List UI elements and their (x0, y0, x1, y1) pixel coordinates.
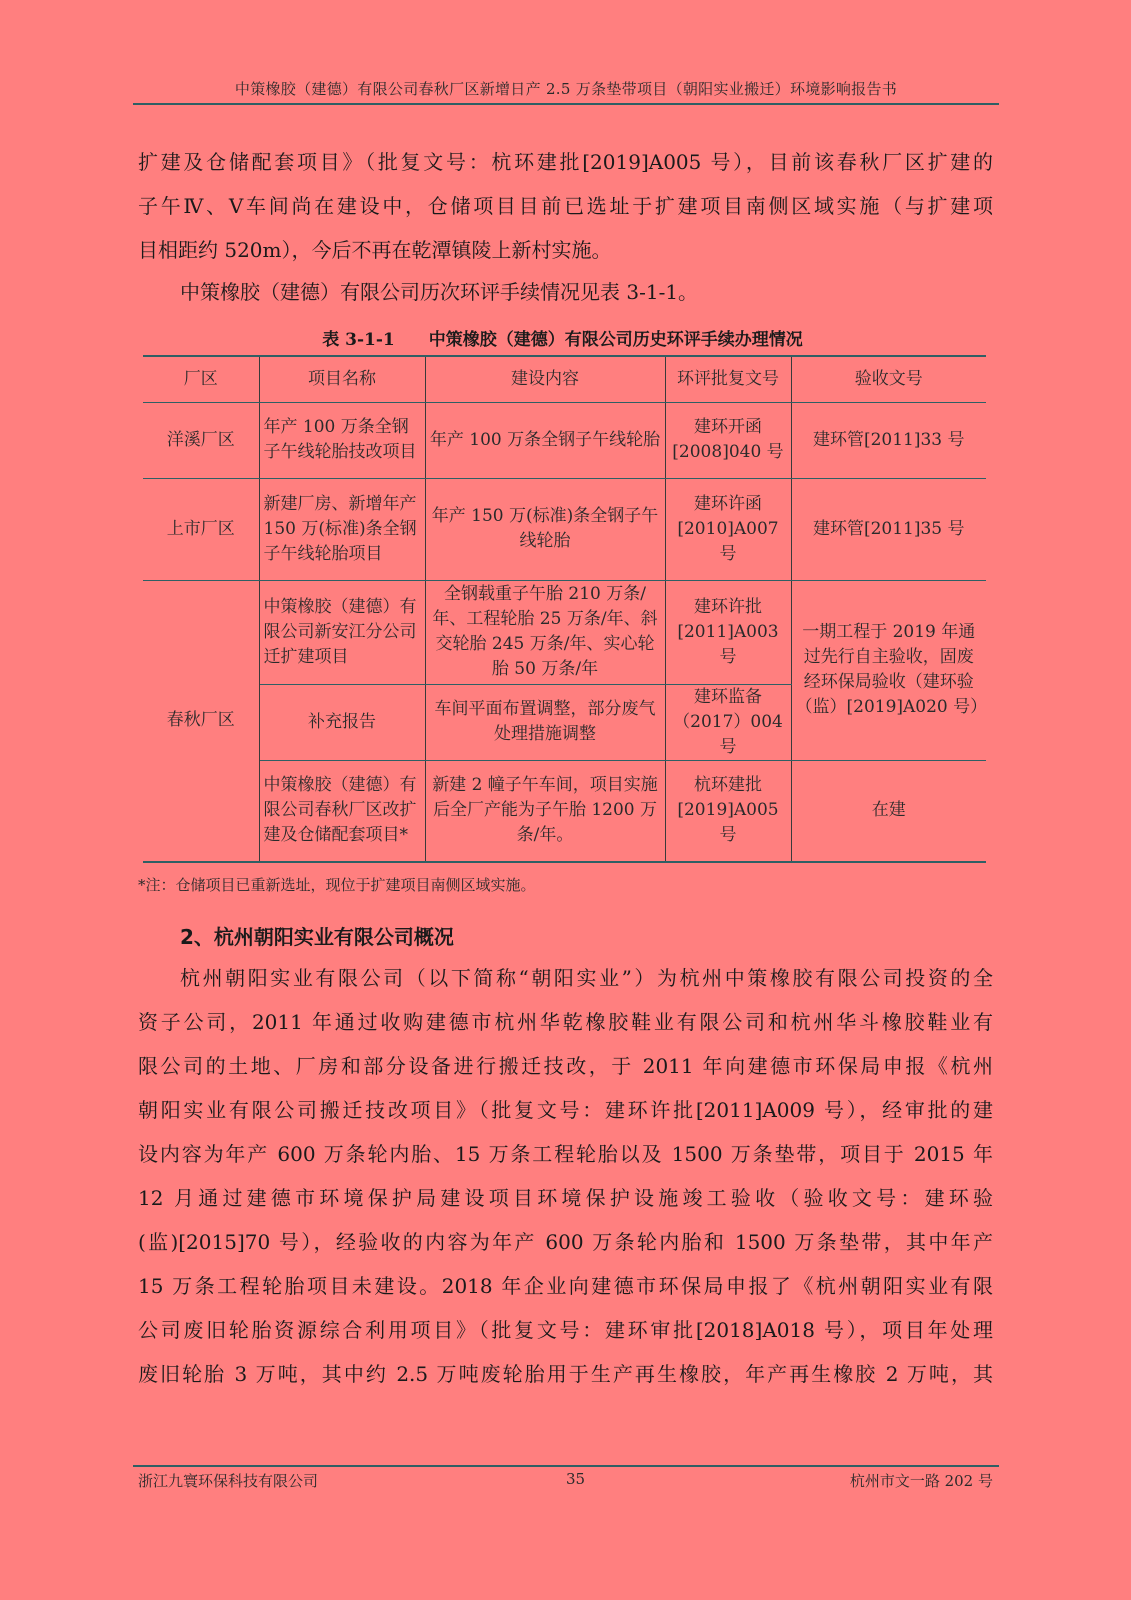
cell-area: 上市厂区 (143, 478, 259, 580)
cell-approval: 杭环建批[2019]A005 号 (665, 760, 791, 862)
cell-approval: 建环许批[2011]A003 号 (665, 580, 791, 684)
header-rule (133, 103, 999, 105)
text-line: 目相距约 520m），今后不再在乾潭镇陵上新村实施。 (138, 238, 612, 262)
approval-history-table (143, 355, 986, 863)
table-row (143, 478, 986, 580)
text-line: 12 月通过建德市环境保护局建设项目环境保护设施竣工验收（验收文号：建环验 (138, 1186, 993, 1210)
text-line: 设内容为年产 600 万条轮内胎、15 万条工程轮胎以及 1500 万条垫带，项目于 2015 年 (138, 1142, 993, 1166)
text-line: 15 万条工程轮胎项目未建设。2018 年企业向建德市环保局申报了《杭州朝阳实业有限 (138, 1274, 993, 1298)
cell-project-name: 补充报告 (259, 684, 425, 760)
text-line: 朝阳实业有限公司搬迁技改项目》（批复文号：建环许批[2011]A009 号），经审批的建 (138, 1098, 993, 1122)
cell-acceptance: 建环管[2011]33 号 (791, 402, 986, 478)
cell-content: 年产 100 万条全钢子午线轮胎 (425, 402, 665, 478)
cell-project-name: 中策橡胶（建德）有限公司春秋厂区改扩建及仓储配套项目* (259, 760, 425, 862)
text-line: 子午Ⅳ、Ⅴ车间尚在建设中，仓储项目目前已选址于扩建项目南侧区域实施（与扩建项 (138, 194, 993, 218)
text-line: 中策橡胶（建德）有限公司历次环评手续情况见表 3-1-1。 (180, 280, 699, 304)
page-number: 35 (566, 1470, 586, 1488)
cell-area: 春秋厂区 (143, 580, 259, 862)
text-line: 废旧轮胎 3 万吨，其中约 2.5 万吨废轮胎用于生产再生橡胶，年产再生橡胶 2 万吨，其 (138, 1362, 993, 1386)
cell-acceptance: 在建 (791, 760, 986, 862)
cell-content: 全钢载重子午胎 210 万条/年、工程轮胎 25 万条/年、斜交轮胎 245 万条/年、实心轮胎 50 万条/年 (425, 580, 665, 684)
cell-content: 车间平面布置调整，部分废气处理措施调整 (425, 684, 665, 760)
cell-area: 洋溪厂区 (143, 402, 259, 478)
running-header: 中策橡胶（建德）有限公司春秋厂区新增日产 2.5 万条垫带项目（朝阳实业搬迁）环境影响报告书 (234, 80, 898, 98)
cell-content: 新建 2 幢子午车间，项目实施后全厂产能为子午胎 1200 万条/年。 (425, 760, 665, 862)
column-header: 环评批复文号 (665, 356, 791, 402)
cell-acceptance: 建环管[2011]35 号 (791, 478, 986, 580)
cell-project-name: 年产 100 万条全钢子午线轮胎技改项目 (259, 402, 425, 478)
cell-acceptance: 一期工程于 2019 年通过先行自主验收，固废经环保局验收（建环验（监）[2019]A020 号） (791, 580, 986, 760)
cell-approval: 建环监备（2017）004 号 (665, 684, 791, 760)
column-header: 验收文号 (791, 356, 986, 402)
table-row (143, 760, 986, 862)
column-header: 建设内容 (425, 356, 665, 402)
text-line: 公司废旧轮胎资源综合利用项目》（批复文号：建环审批[2018]A018 号），项目年处理 (138, 1318, 993, 1342)
text-line: (监)[2015]70 号），经验收的内容为年产 600 万条轮内胎和 1500 万条垫带，其中年产 (138, 1230, 993, 1254)
text-line: 资子公司，2011 年通过收购建德市杭州华乾橡胶鞋业有限公司和杭州华斗橡胶鞋业有 (138, 1010, 993, 1034)
column-header: 项目名称 (259, 356, 425, 402)
cell-project-name: 中策橡胶（建德）有限公司新安江分公司迁扩建项目 (259, 580, 425, 684)
footer-company: 浙江九寰环保科技有限公司 (138, 1472, 319, 1490)
table-row (143, 580, 986, 684)
section-heading: 2、杭州朝阳实业有限公司概况 (180, 925, 454, 949)
text-line: 扩建及仓储配套项目》（批复文号：杭环建批[2019]A005 号），目前该春秋厂区扩建的 (138, 150, 993, 174)
cell-content: 年产 150 万(标准)条全钢子午线轮胎 (425, 478, 665, 580)
table-footnote: *注：仓储项目已重新选址，现位于扩建项目南侧区域实施。 (138, 876, 536, 894)
table-row (143, 402, 986, 478)
paragraph-continuation (138, 140, 993, 272)
footer-address: 杭州市文一路 202 号 (849, 1472, 993, 1490)
table-caption: 表 3-1-1 中策橡胶（建德）有限公司历史环评手续办理情况 (322, 330, 803, 350)
column-header: 厂区 (143, 356, 259, 402)
cell-approval: 建环许函[2010]A007 号 (665, 478, 791, 580)
paragraph-table-intro (138, 270, 993, 314)
text-line: 杭州朝阳实业有限公司（以下简称“朝阳实业”）为杭州中策橡胶有限公司投资的全 (180, 966, 993, 990)
paragraph-chaoyang-overview (138, 956, 993, 1396)
table-header-row (143, 356, 986, 402)
cell-project-name: 新建厂房、新增年产 150 万(标准)条全钢子午线轮胎项目 (259, 478, 425, 580)
footer-rule (133, 1465, 999, 1467)
cell-approval: 建环开函[2008]040 号 (665, 402, 791, 478)
text-line: 限公司的土地、厂房和部分设备进行搬迁技改，于 2011 年向建德市环保局申报《杭州 (138, 1054, 993, 1078)
